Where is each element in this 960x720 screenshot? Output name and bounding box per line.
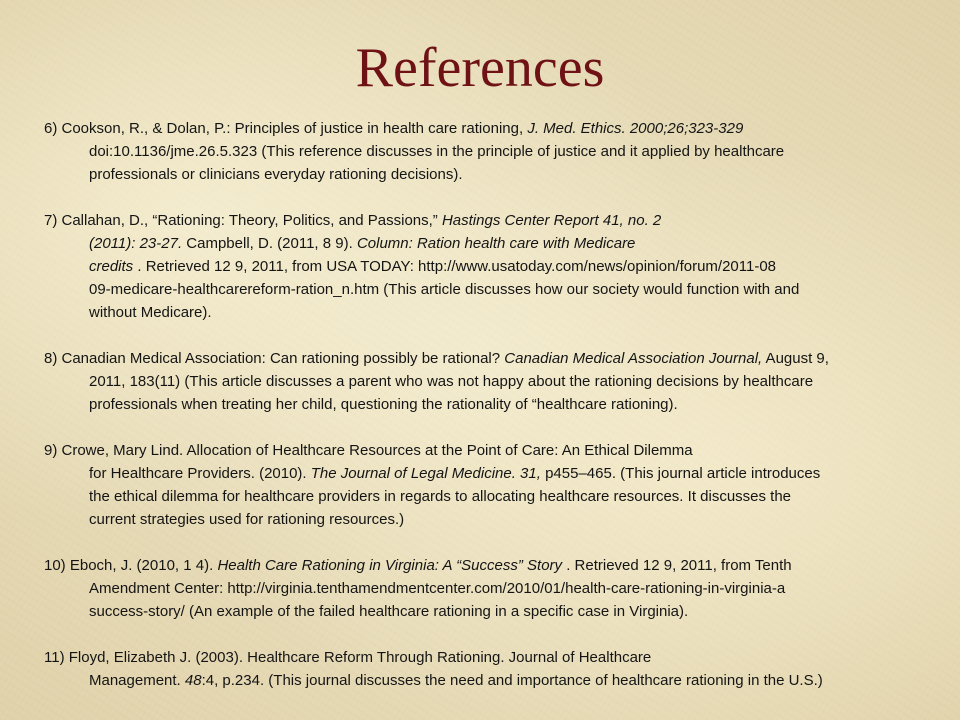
reference-line <box>44 646 944 669</box>
reference-text: Amendment Center: http://virginia.tenthamendmentcenter.com/2010/01/health-care-rationing-in-virginia-a <box>89 580 786 597</box>
reference-text: current strategies used for rationing resources.) <box>89 511 405 528</box>
reference-italic-text: Column: Ration health care with Medicare <box>356 235 636 252</box>
reference-line <box>44 301 944 324</box>
reference-line <box>44 232 944 255</box>
reference-line <box>44 600 944 623</box>
reference-entry <box>44 209 944 324</box>
reference-italic-text: Canadian Medical Association Journal, <box>504 350 763 367</box>
reference-text: doi:10.1136/jme.26.5.323 (This reference discusses in the principle of justice and it applied by healthcare <box>89 143 785 160</box>
reference-line <box>44 577 944 600</box>
reference-italic-text: Health Care Rationing in Virginia: A “Success” Story <box>217 557 563 574</box>
reference-text: success-story/ (An example of the failed healthcare rationing in a specific case in Virginia). <box>89 603 689 620</box>
reference-text: 2011, 183(11) (This article discusses a parent who was not happy about the rationing decisions by healthcare <box>89 373 814 390</box>
reference-line <box>44 462 944 485</box>
reference-text: :4, p.234. (This journal discusses the need and importance of healthcare rationing in the U.S.) <box>201 672 823 689</box>
reference-line <box>44 117 944 140</box>
reference-text: 09-medicare-healthcarereform-ration_n.htm (This article discusses how our society would function with and <box>89 281 800 298</box>
reference-text: the ethical dilemma for healthcare providers in regards to allocating healthcare resources. It discusses the <box>89 488 792 505</box>
reference-line <box>44 370 944 393</box>
reference-text: p455–465. (This journal article introduces <box>540 465 821 482</box>
reference-italic-text: J. Med. Ethics. 2000;26;323-329 <box>527 120 744 137</box>
reference-italic-text: The Journal of Legal Medicine. 31, <box>310 465 541 482</box>
reference-entry <box>44 439 944 531</box>
reference-text: . Retrieved 12 9, 2011, from Tenth <box>562 557 792 574</box>
reference-entry <box>44 554 944 623</box>
reference-italic-text: 48 <box>184 672 202 689</box>
reference-text: without Medicare). <box>89 304 212 321</box>
reference-text: Management. <box>89 672 185 689</box>
reference-text: 6) Cookson, R., & Dolan, P.: Principles of justice in health care rationing, <box>44 120 528 137</box>
reference-line <box>44 163 944 186</box>
reference-line <box>44 439 944 462</box>
reference-line <box>44 278 944 301</box>
reference-italic-text: credits <box>89 258 134 275</box>
reference-text: 7) Callahan, D., “Rationing: Theory, Politics, and Passions,” <box>44 212 442 229</box>
references-list <box>44 117 944 715</box>
reference-line <box>44 554 944 577</box>
reference-text: for Healthcare Providers. (2010). <box>89 465 311 482</box>
reference-text: professionals when treating her child, questioning the rationality of “healthcare rationing). <box>89 396 678 413</box>
reference-entry <box>44 117 944 186</box>
reference-italic-text: (2011): 23-27. <box>89 235 183 252</box>
reference-entry <box>44 347 944 416</box>
reference-text: 11) Floyd, Elizabeth J. (2003). Healthcare Reform Through Rationing. Journal of Healthcare <box>44 649 652 666</box>
reference-italic-text: Hastings Center Report 41, no. 2 <box>441 212 662 229</box>
page-title: References <box>355 37 605 99</box>
reference-text: 10) Eboch, J. (2010, 1 4). <box>44 557 218 574</box>
reference-line <box>44 485 944 508</box>
reference-text: Campbell, D. (2011, 8 9). <box>182 235 357 252</box>
reference-line <box>44 209 944 232</box>
reference-line <box>44 669 944 692</box>
reference-line <box>44 347 944 370</box>
reference-line <box>44 508 944 531</box>
reference-line <box>44 140 944 163</box>
reference-text: August 9, <box>762 350 829 367</box>
reference-line <box>44 255 944 278</box>
reference-entry <box>44 646 944 692</box>
reference-text: 8) Canadian Medical Association: Can rationing possibly be rational? <box>44 350 505 367</box>
reference-text: . Retrieved 12 9, 2011, from USA TODAY: http://www.usatoday.com/news/opinion/forum/2011-08 <box>133 258 777 275</box>
reference-text: professionals or clinicians everyday rationing decisions). <box>89 166 463 183</box>
reference-line <box>44 393 944 416</box>
reference-text: 9) Crowe, Mary Lind. Allocation of Healthcare Resources at the Point of Care: An Ethical Dilemma <box>44 442 693 459</box>
